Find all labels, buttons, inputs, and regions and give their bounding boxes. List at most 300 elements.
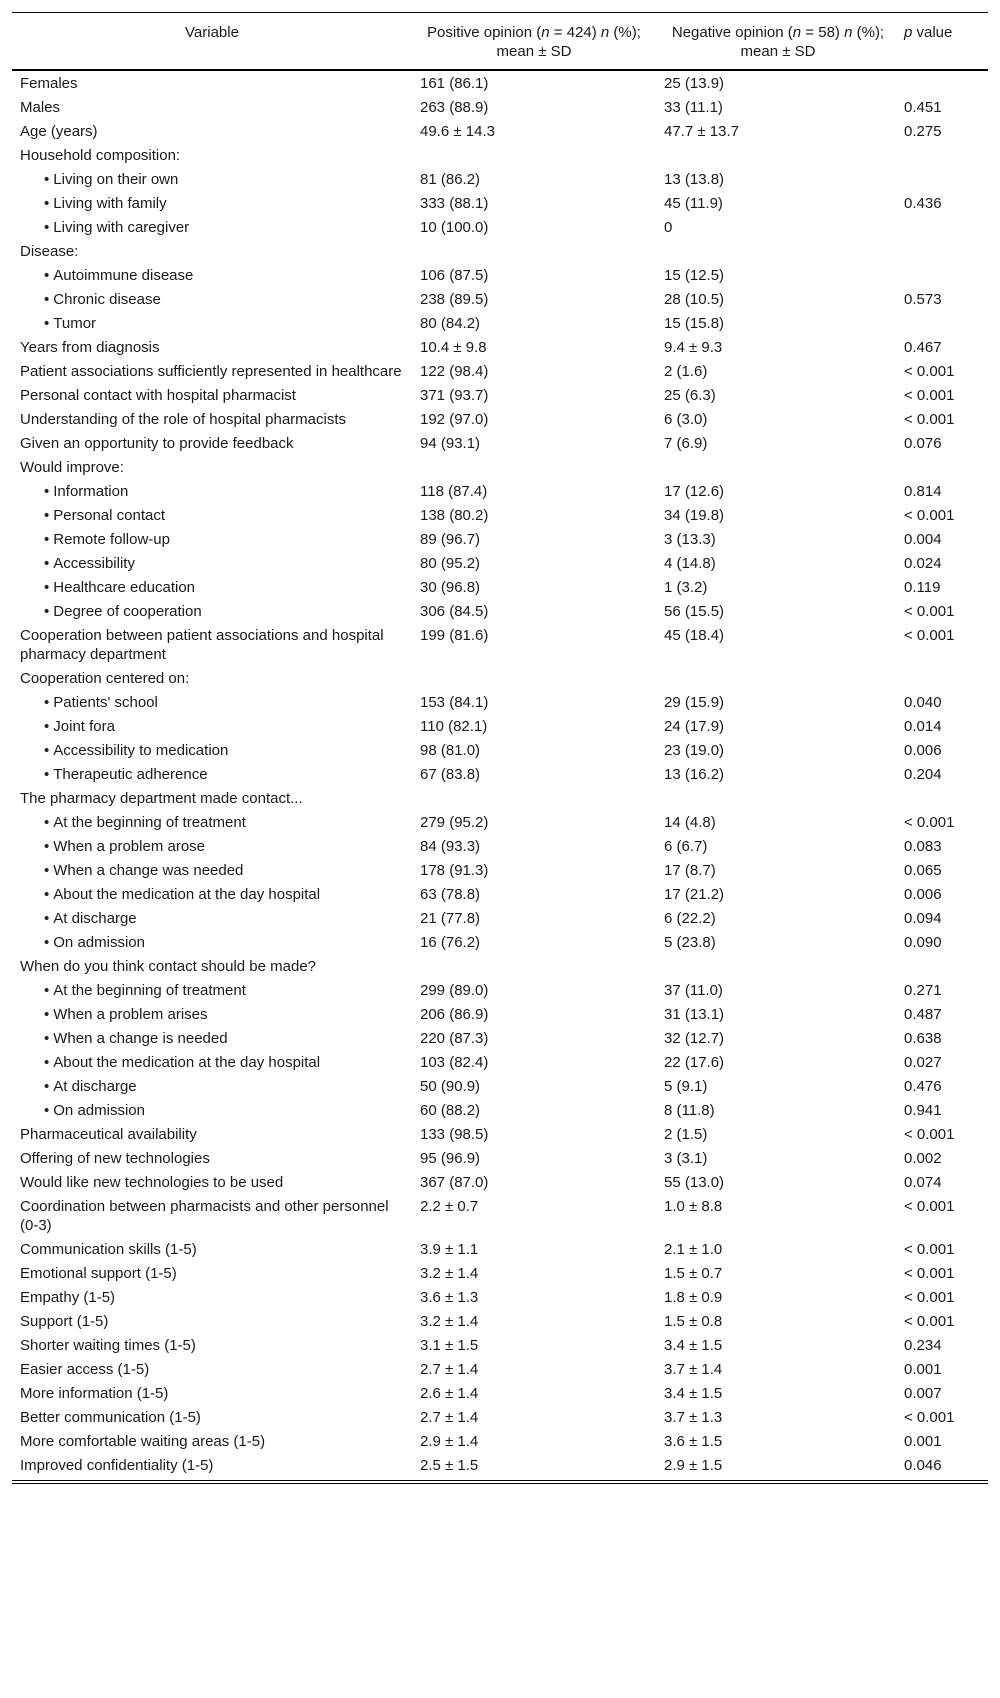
bullet-icon: • — [44, 219, 50, 236]
table-row — [12, 1381, 988, 1405]
cell-negative — [656, 666, 900, 690]
cell-p-value — [900, 311, 988, 335]
cell-positive: 98 (81.0) — [420, 742, 481, 759]
cell-positive: 238 (89.5) — [420, 291, 489, 308]
cell-negative: 47.7 ± 13.7 — [664, 123, 739, 140]
cell-positive: 103 (82.4) — [420, 1054, 489, 1071]
cell-p-value — [900, 167, 988, 191]
bullet-icon: • — [44, 862, 50, 879]
cell-variable — [12, 263, 412, 287]
bullet-icon: • — [44, 483, 50, 500]
variable-label: When a problem arises — [53, 1006, 208, 1023]
cell-positive: 95 (96.9) — [420, 1150, 481, 1167]
cell-positive — [412, 666, 656, 690]
cell-p-value: 0.046 — [904, 1457, 942, 1474]
cell-p-value: < 0.001 — [904, 603, 955, 620]
table-row — [12, 623, 988, 666]
cell-variable — [12, 479, 412, 503]
cell-p-value: 0.941 — [904, 1102, 942, 1119]
table-row — [12, 503, 988, 527]
bullet-icon: • — [44, 694, 50, 711]
variable-label: Accessibility — [53, 555, 135, 572]
variable-label: When do you think contact should be made? — [20, 958, 317, 975]
cell-positive: 279 (95.2) — [420, 814, 489, 831]
cell-variable — [12, 1074, 412, 1098]
cell-p-value — [900, 215, 988, 239]
cell-variable — [12, 407, 412, 431]
cell-variable — [12, 1333, 412, 1357]
cell-positive: 21 (77.8) — [420, 910, 481, 927]
cell-variable — [12, 1381, 412, 1405]
cell-variable — [12, 762, 412, 786]
table-row — [12, 1237, 988, 1261]
cell-negative: 32 (12.7) — [664, 1030, 725, 1047]
cell-p-value: 0.076 — [904, 435, 942, 452]
cell-negative: 3.4 ± 1.5 — [664, 1385, 723, 1402]
cell-positive: 81 (86.2) — [420, 171, 481, 188]
variable-label: Males — [20, 99, 61, 116]
cell-p-value: < 0.001 — [904, 411, 955, 428]
cell-positive: 3.1 ± 1.5 — [420, 1337, 479, 1354]
cell-variable — [12, 1170, 412, 1194]
variable-label: Patients' school — [53, 694, 158, 711]
cell-p-value: 0.083 — [904, 838, 942, 855]
cell-variable — [12, 954, 412, 978]
variable-label: Living with family — [53, 195, 167, 212]
variable-label: Would improve: — [20, 459, 124, 476]
table-row — [12, 1405, 988, 1429]
variable-label: Personal contact — [53, 507, 165, 524]
cell-positive: 2.7 ± 1.4 — [420, 1409, 479, 1426]
cell-negative: 13 (16.2) — [664, 766, 725, 783]
cell-negative: 1 (3.2) — [664, 579, 708, 596]
cell-negative: 3 (13.3) — [664, 531, 716, 548]
variable-label: Given an opportunity to provide feedback — [20, 435, 294, 452]
cell-negative: 3.7 ± 1.3 — [664, 1409, 723, 1426]
variable-label: Disease: — [20, 243, 79, 260]
cell-negative: 2 (1.5) — [664, 1126, 708, 1143]
bullet-icon: • — [44, 195, 50, 212]
variable-label: Living on their own — [53, 171, 179, 188]
cell-p-value: 0.814 — [904, 483, 942, 500]
cell-positive: 263 (88.9) — [420, 99, 489, 116]
variable-label: Living with caregiver — [53, 219, 190, 236]
cell-negative: 34 (19.8) — [664, 507, 725, 524]
cell-variable — [12, 383, 412, 407]
cell-negative: 1.0 ± 8.8 — [664, 1198, 723, 1215]
cell-negative: 45 (18.4) — [664, 627, 725, 644]
cell-negative: 7 (6.9) — [664, 435, 708, 452]
cell-negative: 5 (9.1) — [664, 1078, 708, 1095]
cell-negative: 2.9 ± 1.5 — [664, 1457, 723, 1474]
variable-label: Therapeutic adherence — [53, 766, 208, 783]
table-row — [12, 479, 988, 503]
cell-variable — [12, 834, 412, 858]
cell-positive: 3.6 ± 1.3 — [420, 1289, 479, 1306]
cell-positive — [412, 143, 656, 167]
table-row — [12, 1098, 988, 1122]
cell-p-value: < 0.001 — [904, 1126, 955, 1143]
cell-p-value: 0.090 — [904, 934, 942, 951]
table-row — [12, 810, 988, 834]
cell-positive: 30 (96.8) — [420, 579, 481, 596]
cell-variable — [12, 431, 412, 455]
cell-positive: 49.6 ± 14.3 — [420, 123, 495, 140]
variable-label: Years from diagnosis — [20, 339, 160, 356]
cell-positive: 84 (93.3) — [420, 838, 481, 855]
header-negative-opinion: Negative opinion (n = 58) n (%); mean ± SD — [656, 13, 900, 71]
bullet-icon: • — [44, 742, 50, 759]
cell-variable — [12, 503, 412, 527]
table-row — [12, 551, 988, 575]
cell-negative: 55 (13.0) — [664, 1174, 725, 1191]
cell-negative: 29 (15.9) — [664, 694, 725, 711]
cell-negative: 17 (12.6) — [664, 483, 725, 500]
cell-p-value: 0.204 — [904, 766, 942, 783]
cell-positive: 122 (98.4) — [420, 363, 489, 380]
cell-p-value — [900, 239, 988, 263]
cell-p-value: < 0.001 — [904, 1289, 955, 1306]
variable-label: Household composition: — [20, 147, 181, 164]
cell-p-value: < 0.001 — [904, 387, 955, 404]
cell-p-value: 0.014 — [904, 718, 942, 735]
cell-variable — [12, 1098, 412, 1122]
cell-variable — [12, 1285, 412, 1309]
cell-variable — [12, 527, 412, 551]
cell-positive: 206 (86.9) — [420, 1006, 489, 1023]
variable-label: Autoimmune disease — [53, 267, 194, 284]
cell-negative: 3.4 ± 1.5 — [664, 1337, 723, 1354]
table-row — [12, 383, 988, 407]
cell-negative: 1.5 ± 0.8 — [664, 1313, 723, 1330]
cell-negative: 2 (1.6) — [664, 363, 708, 380]
bullet-icon: • — [44, 291, 50, 308]
cell-positive: 138 (80.2) — [420, 507, 489, 524]
cell-variable — [12, 191, 412, 215]
cell-variable — [12, 599, 412, 623]
cell-negative: 45 (11.9) — [664, 195, 723, 212]
table-row — [12, 906, 988, 930]
variable-label: Cooperation between patient associations and hospital pharmacy department — [20, 627, 384, 663]
table-row — [12, 1050, 988, 1074]
table-row — [12, 666, 988, 690]
variable-label: Would like new technologies to be used — [20, 1174, 284, 1191]
cell-variable — [12, 359, 412, 383]
variable-label: Females — [20, 75, 78, 92]
table-row — [12, 1285, 988, 1309]
cell-negative — [656, 143, 900, 167]
variable-label: Coordination between pharmacists and other personnel (0-3) — [20, 1198, 389, 1234]
variable-label: Empathy (1-5) — [20, 1289, 116, 1306]
cell-variable — [12, 70, 412, 95]
cell-positive — [412, 786, 656, 810]
table-row — [12, 287, 988, 311]
cell-variable — [12, 1405, 412, 1429]
cell-p-value: 0.040 — [904, 694, 942, 711]
cell-negative: 25 (13.9) — [664, 75, 725, 92]
cell-positive: 192 (97.0) — [420, 411, 489, 428]
cell-variable — [12, 1237, 412, 1261]
cell-negative: 6 (3.0) — [664, 411, 708, 428]
cell-p-value — [900, 143, 988, 167]
table-row — [12, 1194, 988, 1237]
cell-variable — [12, 215, 412, 239]
table-header — [12, 13, 988, 71]
cell-p-value: 0.006 — [904, 742, 942, 759]
results-table — [12, 12, 988, 1477]
variable-label: Cooperation centered on: — [20, 670, 190, 687]
table-row — [12, 311, 988, 335]
bullet-icon: • — [44, 1054, 50, 1071]
cell-p-value: 0.487 — [904, 1006, 942, 1023]
cell-variable — [12, 738, 412, 762]
cell-variable — [12, 930, 412, 954]
variable-label: Offering of new technologies — [20, 1150, 210, 1167]
table-row — [12, 1333, 988, 1357]
table-row — [12, 1429, 988, 1453]
variable-label: Emotional support (1-5) — [20, 1265, 177, 1282]
table-bottom-rule-2 — [12, 1483, 988, 1484]
cell-positive: 89 (96.7) — [420, 531, 481, 548]
cell-p-value: 0.074 — [904, 1174, 942, 1191]
cell-negative: 14 (4.8) — [664, 814, 716, 831]
cell-p-value: 0.001 — [904, 1361, 942, 1378]
cell-negative: 56 (15.5) — [664, 603, 725, 620]
cell-negative: 13 (13.8) — [664, 171, 725, 188]
header-variable: Variable — [12, 13, 412, 71]
variable-label: About the medication at the day hospital — [53, 1054, 321, 1071]
cell-variable — [12, 1026, 412, 1050]
cell-negative: 6 (6.7) — [664, 838, 708, 855]
cell-p-value: 0.024 — [904, 555, 942, 572]
cell-variable — [12, 882, 412, 906]
cell-negative: 17 (21.2) — [664, 886, 725, 903]
cell-variable — [12, 167, 412, 191]
table-row — [12, 70, 988, 95]
table-row — [12, 714, 988, 738]
variable-label: On admission — [53, 934, 145, 951]
cell-positive: 199 (81.6) — [420, 627, 489, 644]
table-row — [12, 1170, 988, 1194]
cell-p-value: < 0.001 — [904, 1409, 955, 1426]
cell-p-value: < 0.001 — [904, 1265, 955, 1282]
cell-p-value: 0.119 — [904, 579, 941, 596]
table-row — [12, 455, 988, 479]
cell-variable — [12, 1453, 412, 1477]
variable-label: Communication skills (1-5) — [20, 1241, 197, 1258]
variable-label: When a problem arose — [53, 838, 206, 855]
variable-label: Better communication (1-5) — [20, 1409, 201, 1426]
cell-positive: 153 (84.1) — [420, 694, 489, 711]
table-row — [12, 335, 988, 359]
cell-positive: 118 (87.4) — [420, 483, 488, 500]
cell-p-value: 0.004 — [904, 531, 942, 548]
table-row — [12, 930, 988, 954]
cell-negative: 24 (17.9) — [664, 718, 725, 735]
table-row — [12, 1453, 988, 1477]
cell-positive: 110 (82.1) — [420, 718, 488, 735]
cell-positive: 67 (83.8) — [420, 766, 481, 783]
cell-variable — [12, 666, 412, 690]
variable-label: Personal contact with hospital pharmacist — [20, 387, 296, 404]
table-row — [12, 1309, 988, 1333]
cell-negative: 31 (13.1) — [664, 1006, 725, 1023]
variable-label: Degree of cooperation — [53, 603, 202, 620]
variable-label: Age (years) — [20, 123, 98, 140]
variable-label: More comfortable waiting areas (1-5) — [20, 1433, 266, 1450]
cell-p-value: < 0.001 — [904, 1198, 955, 1215]
cell-p-value: 0.271 — [904, 982, 942, 999]
bullet-icon: • — [44, 910, 50, 927]
cell-variable — [12, 95, 412, 119]
cell-variable — [12, 1050, 412, 1074]
table-row — [12, 95, 988, 119]
cell-p-value: 0.007 — [904, 1385, 942, 1402]
cell-p-value: 0.476 — [904, 1078, 942, 1095]
cell-positive — [412, 239, 656, 263]
bullet-icon: • — [44, 603, 50, 620]
bullet-icon: • — [44, 1006, 50, 1023]
variable-label: Remote follow-up — [53, 531, 170, 548]
cell-variable — [12, 143, 412, 167]
cell-p-value: 0.006 — [904, 886, 942, 903]
cell-variable — [12, 1429, 412, 1453]
variable-label: Tumor — [53, 315, 97, 332]
cell-variable — [12, 239, 412, 263]
table-row — [12, 1146, 988, 1170]
table-row — [12, 690, 988, 714]
table-row — [12, 738, 988, 762]
bullet-icon: • — [44, 171, 50, 188]
bullet-icon: • — [44, 838, 50, 855]
cell-p-value: < 0.001 — [904, 627, 955, 644]
variable-label: More information (1-5) — [20, 1385, 169, 1402]
cell-variable — [12, 1146, 412, 1170]
cell-p-value: < 0.001 — [904, 814, 955, 831]
cell-negative: 6 (22.2) — [664, 910, 716, 927]
table-row — [12, 858, 988, 882]
bullet-icon: • — [44, 814, 50, 831]
variable-label: Healthcare education — [53, 579, 196, 596]
cell-positive: 3.9 ± 1.1 — [420, 1241, 479, 1258]
table-row — [12, 978, 988, 1002]
cell-positive: 10.4 ± 9.8 — [420, 339, 487, 356]
cell-negative: 3.6 ± 1.5 — [664, 1433, 723, 1450]
cell-p-value: 0.065 — [904, 862, 942, 879]
cell-p-value — [900, 70, 988, 95]
cell-positive: 106 (87.5) — [420, 267, 489, 284]
table-row — [12, 407, 988, 431]
cell-variable — [12, 978, 412, 1002]
table-row — [12, 882, 988, 906]
cell-positive: 16 (76.2) — [420, 934, 481, 951]
cell-positive: 50 (90.9) — [420, 1078, 481, 1095]
variable-label: The pharmacy department made contact... — [20, 790, 303, 807]
cell-variable — [12, 1309, 412, 1333]
cell-negative — [656, 954, 900, 978]
table-row — [12, 834, 988, 858]
table-row — [12, 1122, 988, 1146]
cell-variable — [12, 786, 412, 810]
cell-positive: 133 (98.5) — [420, 1126, 489, 1143]
cell-positive: 60 (88.2) — [420, 1102, 481, 1119]
table-body — [12, 70, 988, 1477]
cell-variable — [12, 1261, 412, 1285]
cell-p-value: 0.436 — [904, 195, 942, 212]
bullet-icon: • — [44, 1078, 50, 1095]
table-row — [12, 359, 988, 383]
header-row — [12, 13, 988, 71]
variable-label: At discharge — [53, 910, 137, 927]
cell-positive: 306 (84.5) — [420, 603, 489, 620]
header-positive-opinion: Positive opinion (n = 424) n (%); mean ± SD — [412, 13, 656, 71]
cell-positive: 2.5 ± 1.5 — [420, 1457, 479, 1474]
table-bottom-rule — [12, 1480, 988, 1481]
cell-positive: 80 (84.2) — [420, 315, 481, 332]
table-row — [12, 119, 988, 143]
table-row — [12, 1002, 988, 1026]
cell-positive: 371 (93.7) — [420, 387, 489, 404]
cell-p-value — [900, 786, 988, 810]
cell-p-value: 0.467 — [904, 339, 942, 356]
cell-p-value: 0.573 — [904, 291, 942, 308]
cell-positive: 220 (87.3) — [420, 1030, 489, 1047]
table-row — [12, 954, 988, 978]
table-row — [12, 599, 988, 623]
cell-variable — [12, 1357, 412, 1381]
cell-p-value: 0.094 — [904, 910, 942, 927]
cell-negative: 25 (6.3) — [664, 387, 716, 404]
cell-p-value: 0.002 — [904, 1150, 942, 1167]
table-row — [12, 263, 988, 287]
variable-label: Support (1-5) — [20, 1313, 109, 1330]
cell-positive: 10 (100.0) — [420, 219, 489, 236]
table-row — [12, 191, 988, 215]
variable-label: About the medication at the day hospital — [53, 886, 321, 903]
variable-label: At the beginning of treatment — [53, 982, 246, 999]
cell-negative — [656, 455, 900, 479]
cell-negative: 15 (15.8) — [664, 315, 725, 332]
variable-label: Understanding of the role of hospital pharmacists — [20, 411, 347, 428]
cell-positive: 94 (93.1) — [420, 435, 481, 452]
bullet-icon: • — [44, 886, 50, 903]
table-row — [12, 786, 988, 810]
cell-variable — [12, 335, 412, 359]
table-row — [12, 239, 988, 263]
cell-variable — [12, 551, 412, 575]
cell-variable — [12, 311, 412, 335]
table-row — [12, 1074, 988, 1098]
cell-p-value: 0.001 — [904, 1433, 942, 1450]
table-row — [12, 167, 988, 191]
cell-negative: 2.1 ± 1.0 — [664, 1241, 723, 1258]
cell-negative: 3 (3.1) — [664, 1150, 708, 1167]
cell-negative: 5 (23.8) — [664, 934, 716, 951]
variable-label: Information — [53, 483, 129, 500]
cell-negative: 22 (17.6) — [664, 1054, 725, 1071]
cell-negative: 1.5 ± 0.7 — [664, 1265, 723, 1282]
cell-negative: 28 (10.5) — [664, 291, 725, 308]
cell-p-value: < 0.001 — [904, 363, 955, 380]
table-row — [12, 431, 988, 455]
cell-negative: 9.4 ± 9.3 — [664, 339, 723, 356]
bullet-icon: • — [44, 267, 50, 284]
cell-p-value — [900, 954, 988, 978]
cell-variable — [12, 906, 412, 930]
variable-label: Accessibility to medication — [53, 742, 229, 759]
cell-positive: 2.6 ± 1.4 — [420, 1385, 479, 1402]
cell-p-value: 0.275 — [904, 123, 942, 140]
